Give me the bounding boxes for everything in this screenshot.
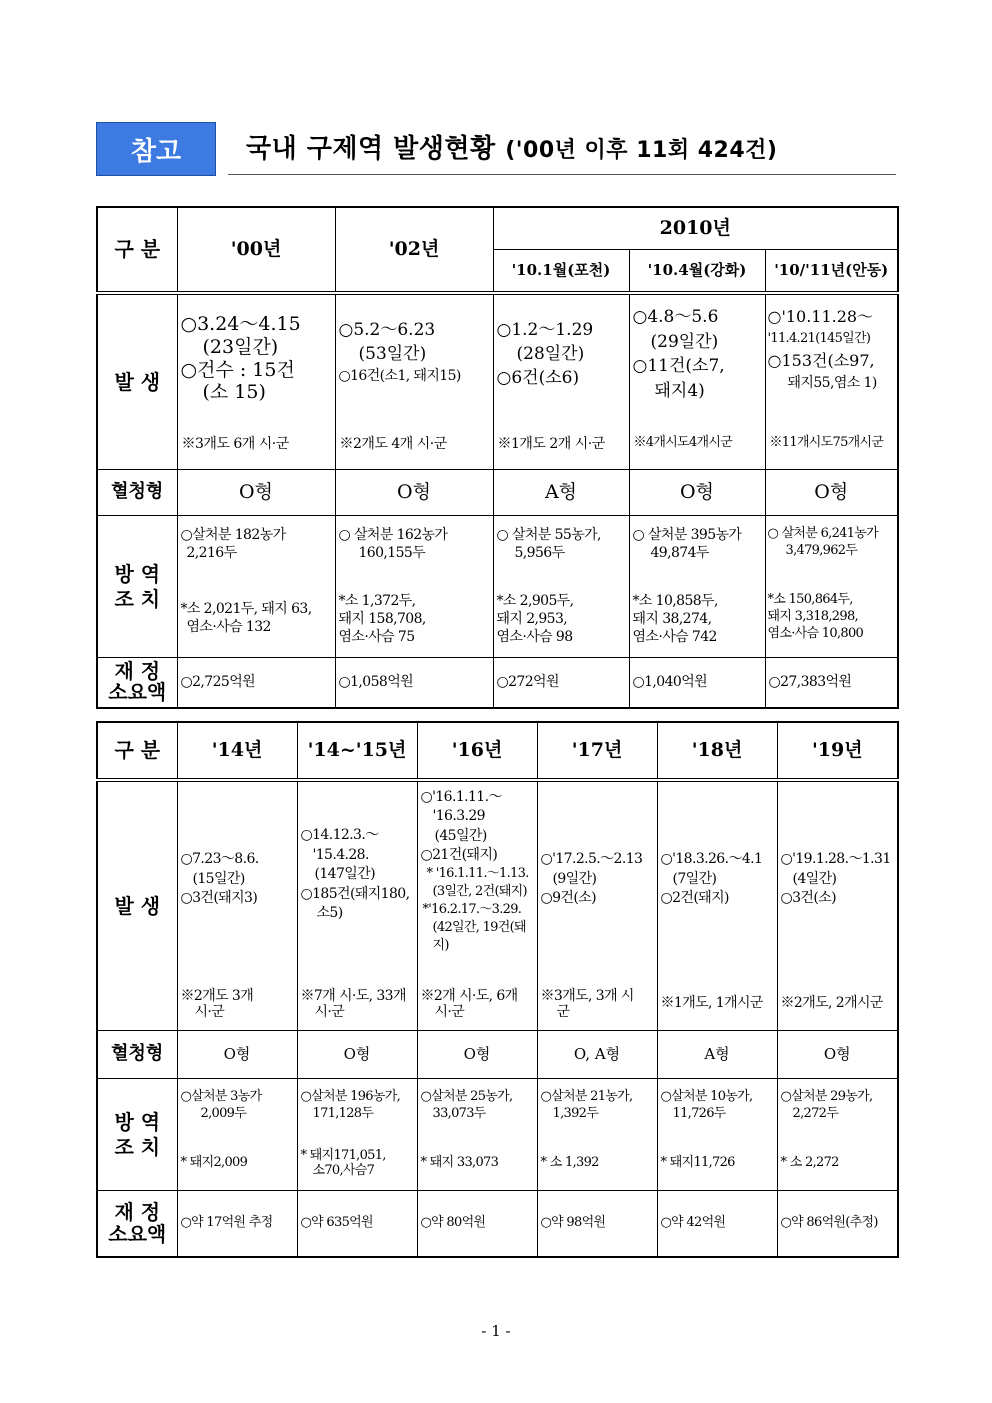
page-title-text: 국내 구제역 발생현황 — [246, 134, 496, 164]
t1-serotype-2010-apr: O형 — [629, 470, 765, 516]
t2-col-header-2018: '18년 — [657, 722, 777, 780]
t1-occurrence-2010-11: ○'10.11.28～ '11.4.21(145일간) ○153건(소97, 돼지55,염소 1) ※11개시도75개시군 — [765, 293, 898, 470]
t2-occurrence-2016: ○'16.1.11.～ '16.3.29 (45일간) ○21건(돼지) * '16.1.11.～1.13. (3일간, 2건(돼지) *'16.2.17.～3.29. (42일간, 19건(돼지) ※2개 시·도, 6개 시·군 — [417, 780, 537, 1031]
t2-budget-2016: ○약 80억원 — [417, 1191, 537, 1257]
t1-quarantine-2010-11: ○ 살처분 6,241농가 3,479,962두 *소 150,864두, 돼지 3,318,298, 염소·사슴 10,800 — [765, 516, 898, 658]
t2-serotype-2017: O, A형 — [537, 1031, 657, 1079]
t1-quarantine-2010-jan: ○ 살처분 55농가, 5,956두 *소 2,905두, 돼지 2,953, 염소·사슴 98 — [493, 516, 629, 658]
t1-quarantine-2002: ○ 살처분 162농가 160,155두 *소 1,372두, 돼지 158,708, 염소·사슴 75 — [335, 516, 493, 658]
t2-quarantine-2018: ○살처분 10농가, 11,726두 * 돼지11,726 — [657, 1079, 777, 1191]
t1-occurrence-2000: ○3.24～4.15 (23일간) ○건수 : 15건 (소 15) ※3개도 6개 시·군 — [177, 293, 335, 470]
t2-serotype-label: 혈청형 — [97, 1031, 177, 1079]
title-bar — [96, 122, 896, 178]
t2-serotype-2014-15: O형 — [297, 1031, 417, 1079]
t1-col-header-2000: '00년 — [177, 207, 335, 293]
t2-budget-label: 재 정 소요액 — [97, 1191, 177, 1257]
t2-serotype-2018: A형 — [657, 1031, 777, 1079]
t1-col-header-2010-apr: '10.4월(강화) — [629, 249, 765, 293]
t1-budget-2010-jan: ○272억원 — [493, 658, 629, 708]
page-subtitle: ('00년 이후 11회 424건) — [505, 138, 778, 163]
t1-budget-label: 재 정 소요액 — [97, 658, 177, 708]
t1-occurrence-2010-apr: ○4.8～5.6 (29일간) ○11건(소7, 돼지4) ※4개시도4개시군 — [629, 293, 765, 470]
t2-occurrence-2018: ○'18.3.26.～4.1 (7일간) ○2건(돼지) ※1개도, 1개시군 — [657, 780, 777, 1031]
t2-category-label: 구 분 — [97, 722, 177, 780]
t2-quarantine-2014: ○살처분 3농가 2,009두 * 돼지2,009 — [177, 1079, 297, 1191]
t2-occurrence-2014: ○7.23～8.6. (15일간) ○3건(돼지3) ※2개도 3개 시·군 — [177, 780, 297, 1031]
t1-col-header-2010-jan: '10.1월(포천) — [493, 249, 629, 293]
t1-category-label: 구 분 — [97, 207, 177, 293]
outbreak-table-2000-2011 — [96, 206, 899, 709]
t1-budget-2002: ○1,058억원 — [335, 658, 493, 708]
t1-group-header-2010: 2010년 — [493, 207, 898, 249]
t1-serotype-2000: O형 — [177, 470, 335, 516]
t2-budget-2017: ○약 98억원 — [537, 1191, 657, 1257]
t1-serotype-label: 혈청형 — [97, 470, 177, 516]
t2-budget-2018: ○약 42억원 — [657, 1191, 777, 1257]
t2-budget-2019: ○약 86억원(추정) — [777, 1191, 898, 1257]
t2-budget-2014-15: ○약 635억원 — [297, 1191, 417, 1257]
t1-serotype-2010-11: O형 — [765, 470, 898, 516]
t2-col-header-2014: '14년 — [177, 722, 297, 780]
t2-serotype-2014: O형 — [177, 1031, 297, 1079]
t1-budget-2010-apr: ○1,040억원 — [629, 658, 765, 708]
t1-quarantine-label: 방 역 조 치 — [97, 516, 177, 658]
t2-budget-2014: ○약 17억원 추정 — [177, 1191, 297, 1257]
t2-occurrence-2017: ○'17.2.5.～2.13 (9일간) ○9건(소) ※3개도, 3개 시 군 — [537, 780, 657, 1031]
t1-budget-2010-11: ○27,383억원 — [765, 658, 898, 708]
t1-serotype-2010-jan: A형 — [493, 470, 629, 516]
reference-tag: 참고 — [96, 122, 216, 176]
t2-serotype-2016: O형 — [417, 1031, 537, 1079]
t2-quarantine-2016: ○살처분 25농가, 33,073두 * 돼지 33,073 — [417, 1079, 537, 1191]
t2-col-header-2016: '16년 — [417, 722, 537, 780]
t1-occurrence-2010-jan: ○1.2～1.29 (28일간) ○6건(소6) ※1개도 2개 시·군 — [493, 293, 629, 470]
t2-col-header-2014-15: '14~'15년 — [297, 722, 417, 780]
t1-occurrence-2002: ○5.2～6.23 (53일간) ○16건(소1, 돼지15) ※2개도 4개 시·군 — [335, 293, 493, 470]
t1-col-header-2002: '02년 — [335, 207, 493, 293]
t1-occurrence-label: 발 생 — [97, 293, 177, 470]
t1-serotype-2002: O형 — [335, 470, 493, 516]
t2-quarantine-2014-15: ○살처분 196농가, 171,128두 * 돼지171,051, 소70,사슴7 — [297, 1079, 417, 1191]
t2-occurrence-2014-15: ○14.12.3.～ '15.4.28. (147일간) ○185건(돼지180, 소5) ※7개 시·도, 33개 시·군 — [297, 780, 417, 1031]
t2-serotype-2019: O형 — [777, 1031, 898, 1079]
t1-quarantine-2010-apr: ○ 살처분 395농가 49,874두 *소 10,858두, 돼지 38,274, 염소·사슴 742 — [629, 516, 765, 658]
outbreak-table-2014-2019 — [96, 721, 899, 1258]
t1-budget-2000: ○2,725억원 — [177, 658, 335, 708]
page-number: - 1 - — [481, 1322, 511, 1340]
t2-quarantine-2019: ○살처분 29농가, 2,272두 * 소 2,272 — [777, 1079, 898, 1191]
t2-col-header-2019: '19년 — [777, 722, 898, 780]
t1-col-header-2010-11: '10/'11년(안동) — [765, 249, 898, 293]
t2-occurrence-2019: ○'19.1.28.～1.31 (4일간) ○3건(소) ※2개도, 2개시군 — [777, 780, 898, 1031]
t2-occurrence-label: 발 생 — [97, 780, 177, 1031]
t2-quarantine-2017: ○살처분 21농가, 1,392두 * 소 1,392 — [537, 1079, 657, 1191]
t2-quarantine-label: 방 역 조 치 — [97, 1079, 177, 1191]
page-title — [246, 128, 777, 165]
t2-col-header-2017: '17년 — [537, 722, 657, 780]
title-underline — [228, 174, 896, 175]
t1-quarantine-2000: ○살처분 182농가 2,216두 *소 2,021두, 돼지 63, 염소·사슴 132 — [177, 516, 335, 658]
